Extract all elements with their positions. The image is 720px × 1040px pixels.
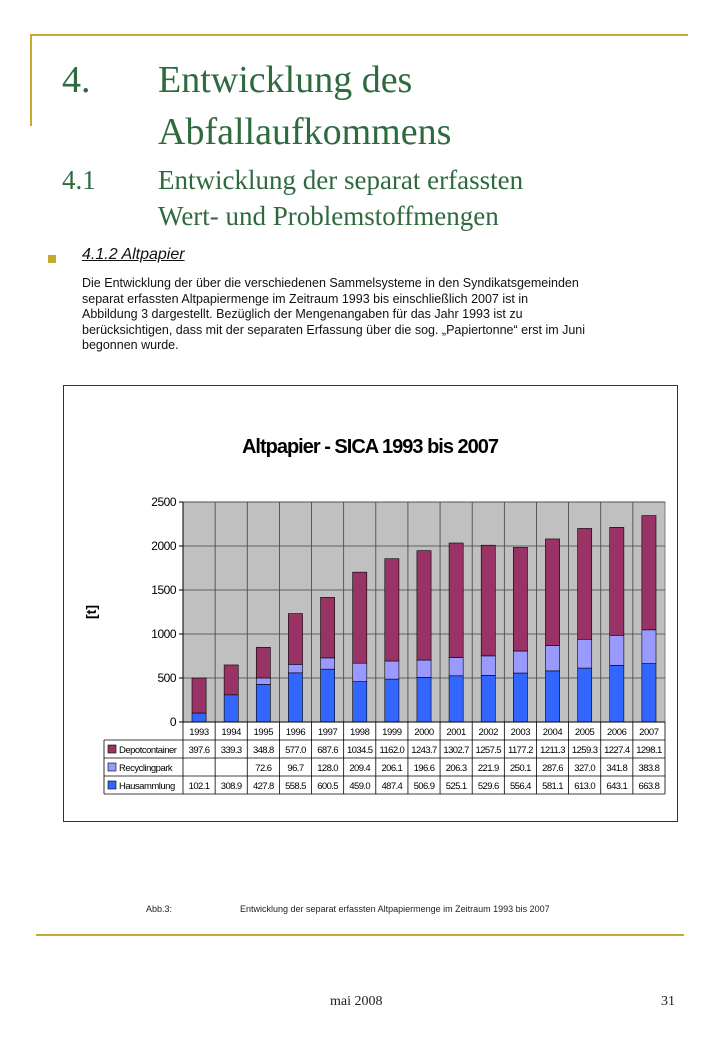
bar-segment <box>256 678 270 684</box>
bar-segment <box>449 676 463 722</box>
bar-segment <box>288 673 302 722</box>
data-label: 72.6 <box>255 763 272 774</box>
data-label: 96.7 <box>287 763 304 774</box>
data-label: 102.1 <box>188 781 210 792</box>
bar-segment <box>385 661 399 679</box>
x-tick-label: 1998 <box>349 727 370 738</box>
legend-swatch <box>108 781 116 789</box>
data-label: 427.8 <box>252 781 274 792</box>
paragraph-line: Die Entwicklung der über die verschiedenen Sammelsysteme in den Syndikatsgemeinden <box>82 276 579 290</box>
legend-swatch <box>108 763 116 771</box>
bar-segment <box>417 677 431 722</box>
x-tick-label: 2001 <box>446 727 466 738</box>
data-label: 1034.5 <box>346 745 373 756</box>
y-tick-label: 0 <box>169 715 176 729</box>
data-label: 1227.4 <box>604 745 630 756</box>
chart-title: Altpapier - SICA 1993 bis 2007 <box>241 436 499 458</box>
bar-segment <box>610 527 624 635</box>
data-label: 558.5 <box>285 781 306 792</box>
data-label: 383.8 <box>638 763 660 774</box>
x-tick-label: 2000 <box>414 727 434 738</box>
bar-segment <box>321 658 335 669</box>
x-tick-label: 1993 <box>189 727 209 738</box>
data-label: 327.0 <box>574 763 596 774</box>
heading-title-2-line-1: Entwicklung der separat erfassten <box>158 165 524 195</box>
x-tick-label: 1995 <box>253 727 274 738</box>
bar-segment <box>417 551 431 660</box>
data-label: 348.8 <box>252 745 274 756</box>
x-tick-label: 2006 <box>607 727 627 738</box>
data-label: 556.4 <box>510 781 531 792</box>
data-label: 1302.7 <box>443 745 469 756</box>
data-label: 209.4 <box>349 763 371 774</box>
bar-segment <box>481 656 495 676</box>
heading-title-1-line-1: Entwicklung des <box>158 59 413 101</box>
x-tick-label: 2003 <box>510 727 531 738</box>
bar-segment <box>578 668 592 722</box>
y-tick-label: 1000 <box>151 627 176 641</box>
bar-segment <box>481 675 495 722</box>
section-subtitle: 4.1.2 Altpapier <box>82 246 185 263</box>
x-tick-label: 1996 <box>285 727 306 738</box>
data-label: 1177.2 <box>508 745 533 756</box>
bar-segment <box>610 635 624 665</box>
data-label: 221.9 <box>477 763 499 774</box>
bar-segment <box>288 664 302 673</box>
legend-swatch <box>108 745 116 753</box>
x-tick-label: 2004 <box>542 727 563 738</box>
data-label: 1259.3 <box>571 745 598 756</box>
bar-segment <box>545 646 559 671</box>
bar-segment <box>642 664 656 722</box>
bar-segment <box>256 684 270 722</box>
x-tick-label: 2007 <box>639 727 659 738</box>
data-label: 250.1 <box>510 763 531 774</box>
data-label: 643.1 <box>606 781 628 792</box>
bar-segment <box>385 559 399 661</box>
data-label: 1257.5 <box>475 745 502 756</box>
legend-entry: Recyclingpark <box>119 763 173 774</box>
paragraph-line: separat erfassten Altpapiermenge im Zeitraum 1993 bis einschließlich 2007 ist in <box>82 291 529 306</box>
data-label: 1243.7 <box>411 745 437 756</box>
data-label: 341.8 <box>606 763 628 774</box>
y-tick-label: 2500 <box>151 495 176 509</box>
data-label: 339.3 <box>220 745 242 756</box>
data-label: 581.1 <box>542 781 563 792</box>
heading-number-1: 4. <box>62 59 91 101</box>
bar-segment <box>224 665 238 695</box>
section-paragraph <box>82 276 674 354</box>
bar-segment <box>449 658 463 676</box>
bar-segment <box>256 647 270 678</box>
footer-date: mai 2008 <box>330 994 383 1009</box>
bar-segment <box>642 516 656 630</box>
figure-number: Abb.3: <box>146 904 173 914</box>
x-tick-label: 1999 <box>382 727 402 738</box>
bar-segment <box>192 713 206 722</box>
data-label: 663.8 <box>638 781 660 792</box>
data-label: 506.9 <box>413 781 435 792</box>
frame-line-vertical <box>30 34 32 126</box>
bar-segment <box>578 639 592 668</box>
data-label: 308.9 <box>220 781 242 792</box>
bar-segment <box>192 678 206 713</box>
chart-container <box>63 385 678 822</box>
x-tick-label: 1994 <box>221 727 241 738</box>
data-label: 529.6 <box>477 781 499 792</box>
bar-segment <box>224 695 238 722</box>
heading-title-1-line-2: Abfallaufkommens <box>158 111 452 153</box>
stacked-bar-chart <box>64 386 677 821</box>
bottom-rule <box>36 934 684 936</box>
bar-segment <box>385 679 399 722</box>
frame-line-horizontal <box>30 34 688 36</box>
bullet-square-icon <box>48 255 56 263</box>
data-label: 600.5 <box>317 781 338 792</box>
bar-segment <box>642 630 656 664</box>
data-label: 206.3 <box>445 763 467 774</box>
x-tick-label: 1997 <box>317 727 338 738</box>
data-label: 206.1 <box>381 763 403 774</box>
data-label: 287.6 <box>542 763 563 774</box>
page-number: 31 <box>661 994 675 1009</box>
paragraph-line: berücksichtigen, dass mit der separaten Erfassung über die sog. „Papiertonne“ erst im Juni <box>82 322 586 337</box>
legend-entry: Depotcontainer <box>119 745 177 756</box>
data-label: 1211.3 <box>540 745 565 756</box>
bar-segment <box>353 682 367 722</box>
bar-segment <box>321 669 335 722</box>
bar-segment <box>481 545 495 656</box>
y-tick-label: 2000 <box>151 539 176 553</box>
y-tick-label: 500 <box>157 671 176 685</box>
bar-segment <box>513 547 527 651</box>
data-label: 196.6 <box>413 763 435 774</box>
legend-entry: Hausammlung <box>119 781 175 792</box>
data-label: 1162.0 <box>379 745 405 756</box>
y-axis-label: [t] <box>83 605 99 619</box>
figure-caption: Entwicklung der separat erfassten Altpapiermenge im Zeitraum 1993 bis 2007 <box>240 904 550 914</box>
data-label: 459.0 <box>349 781 371 792</box>
data-label: 613.0 <box>574 781 596 792</box>
x-tick-label: 2002 <box>478 727 499 738</box>
bar-segment <box>578 528 592 639</box>
bar-segment <box>545 539 559 646</box>
heading-title-2-line-2: Wert- und Problemstoffmengen <box>158 201 499 231</box>
y-tick-label: 1500 <box>151 583 176 597</box>
bar-segment <box>545 671 559 722</box>
bar-segment <box>449 543 463 658</box>
data-label: 128.0 <box>317 763 338 774</box>
data-label: 397.6 <box>188 745 210 756</box>
bar-segment <box>353 663 367 681</box>
paragraph-line: Abbildung 3 dargestellt. Bezüglich der Mengenangaben für das Jahr 1993 ist zu <box>82 307 523 321</box>
bar-segment <box>417 660 431 677</box>
bar-segment <box>353 572 367 663</box>
data-label: 687.6 <box>317 745 338 756</box>
bar-segment <box>513 673 527 722</box>
data-label: 1298.1 <box>636 745 662 756</box>
bar-segment <box>513 651 527 673</box>
x-tick-label: 2005 <box>574 727 595 738</box>
heading-number-2: 4.1 <box>62 165 96 195</box>
data-label: 487.4 <box>381 781 403 792</box>
data-label: 577.0 <box>285 745 306 756</box>
bar-segment <box>321 597 335 658</box>
data-label: 525.1 <box>445 781 467 792</box>
bar-segment <box>610 665 624 722</box>
bar-segment <box>288 614 302 665</box>
paragraph-line: begonnen wurde. <box>82 338 179 352</box>
